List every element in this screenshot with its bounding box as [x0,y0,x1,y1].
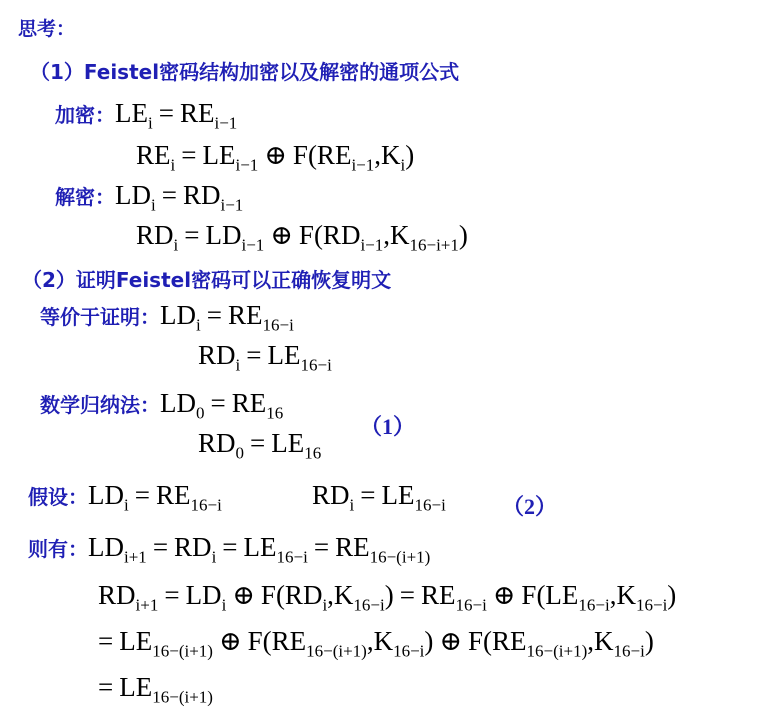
encrypt-label: 加密： [55,103,115,127]
section2-title: （2）证明Feistel密码可以正确恢复明文 [22,268,392,292]
then-line-1: 则有：$LD_{i+1} = RD_i = LE_{16-i} = RE_{16-(i+1)}$ [28,532,431,567]
then-line-2: $RD_{i+1} = LD_i$ ⊕ $F(RD_i,K_{16-i}) = RE_{16-i}$ ⊕ $F(LE_{16-i},K_{16-i})$ [98,580,677,615]
marker-2: （2） [502,494,558,519]
assume-line: 假设：$LD_i = RE_{16-i}$ [28,480,222,515]
induction-line-2: $RD_0 = LE_{16}$ [198,428,322,463]
induction-label: 数学归纳法： [40,393,160,417]
then-line-3: = $LE_{16-(i+1)}$ ⊕ $F(RE_{16-(i+1)},K_{16-i})$ ⊕ $F(RE_{16-(i+1)},K_{16-i})$ [98,626,654,661]
then-line-4: = $LE_{16-(i+1)}$ [98,672,213,707]
equiv-line-1: 等价于证明：$LD_i = RE_{16-i}$ [40,300,294,335]
marker-1: （1） [360,414,416,439]
equiv-line-2: $RD_i = LE_{16-i}$ [198,340,332,375]
assume-line-2: $RD_i = LE_{16-i}$ [312,480,446,515]
encrypt-line-2: $RE_i = LE_{i-1}$ ⊕ $F(RE_{i-1},K_i)$ [136,140,415,175]
decrypt-label: 解密： [55,185,115,209]
equiv-label: 等价于证明： [40,305,160,329]
section1-title: （1）Feistel密码结构加密以及解密的通项公式 [30,60,460,84]
decrypt-line-2: $RD_i = LD_{i-1}$ ⊕ $F(RD_{i-1},K_{16-i+1})$ [136,220,468,255]
assume-label: 假设： [28,485,88,509]
encrypt-line-1: 加密：$LE_i = RE_{i-1}$ [55,98,238,133]
heading-think: 思考： [18,18,76,40]
then-label: 则有： [28,537,88,561]
induction-line-1: 数学归纳法：$LD_0 = RE_{16}$ [40,388,284,423]
decrypt-line-1: 解密：$LD_i = RD_{i-1}$ [55,180,244,215]
